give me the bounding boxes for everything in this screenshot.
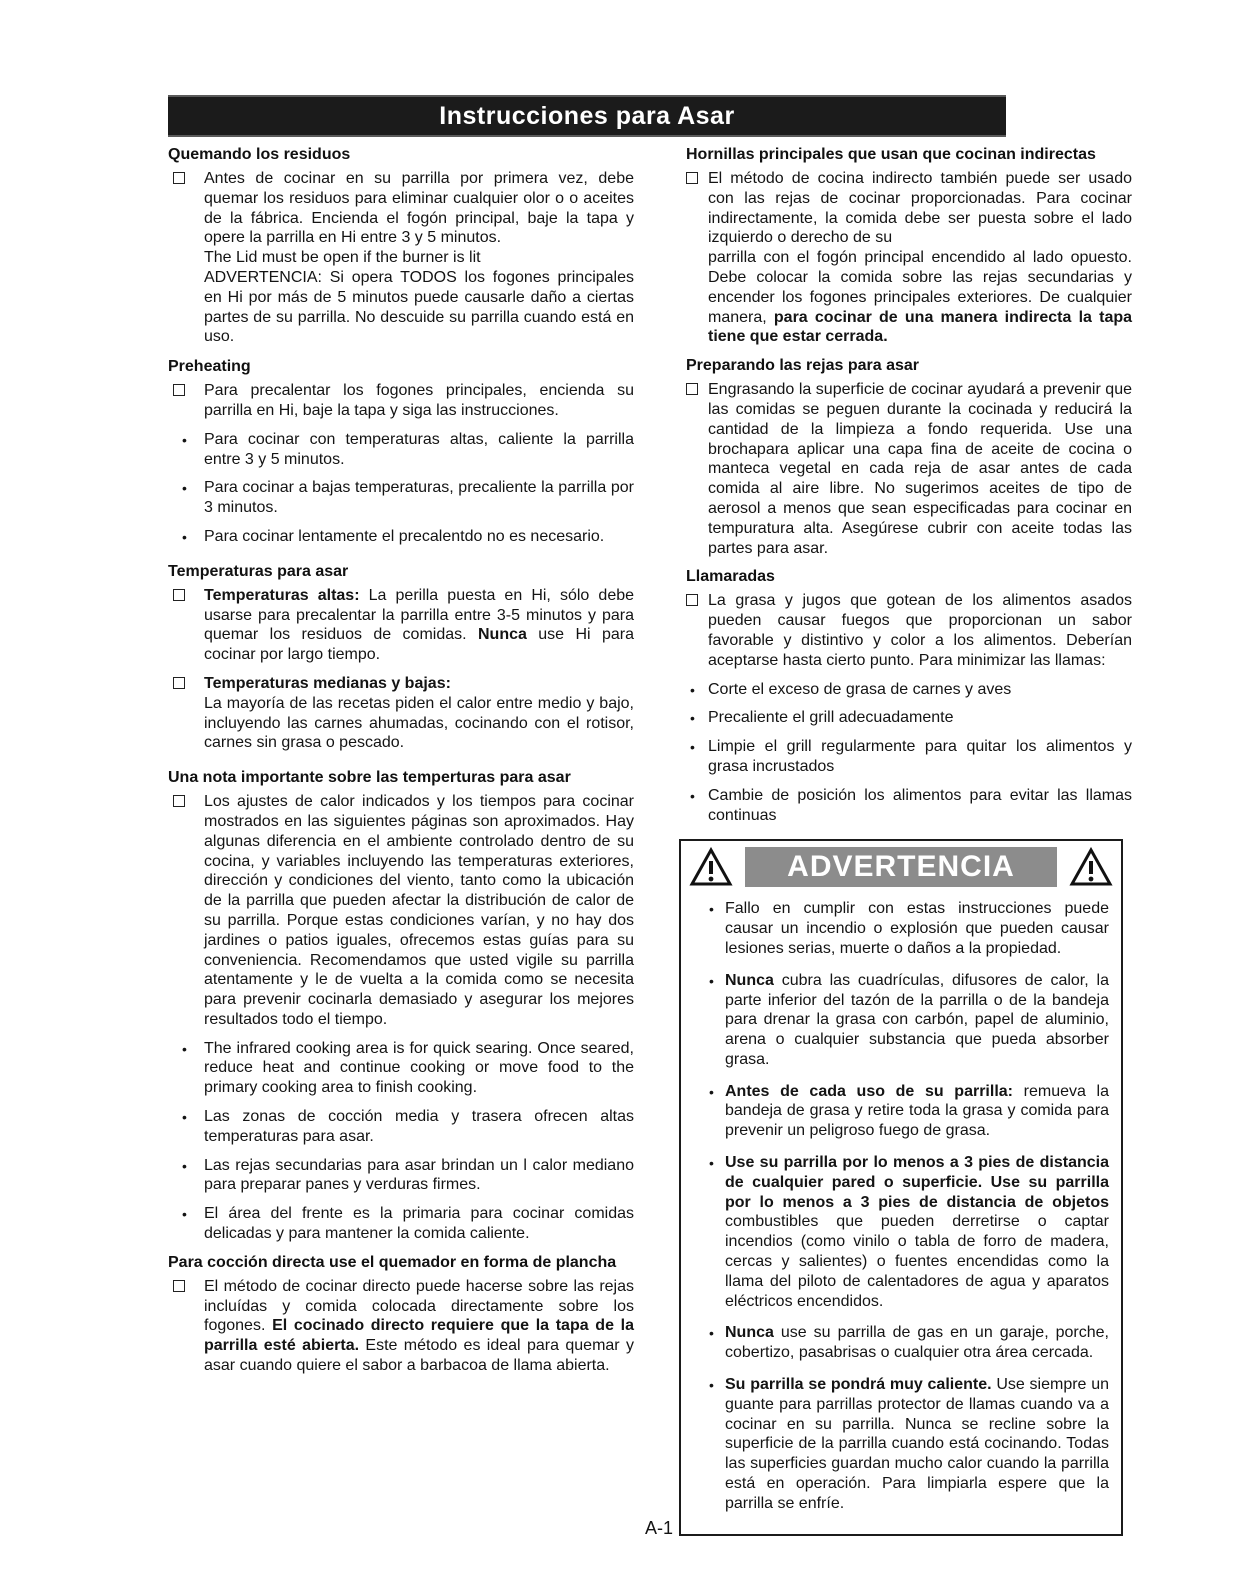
bullet-text: Las rejas secundarias para asar brindan un l calor mediano para preparar panes y verduras firmes. (204, 1156, 634, 1194)
list-item (686, 737, 1132, 777)
checkbox-bullet-icon (173, 384, 185, 396)
checkbox-bullet-icon (173, 1280, 185, 1292)
bold-term: El cocinado directo requiere que la tapa de la parrilla esté abierta. (204, 1317, 634, 1355)
warning-header (681, 841, 1121, 893)
paragraph: The Lid must be open if the burner is lit (204, 249, 481, 267)
warning-text: Fallo en cumplir con estas instrucciones puede causar un incendio o explosión que pueden causar lesiones serias, muerte o daños a la propiedad. (725, 900, 1109, 957)
bullet-icon: • (709, 1325, 714, 1342)
page-title: Instrucciones para Asar (439, 102, 735, 130)
heading-llamaradas: Llamaradas (686, 568, 775, 586)
bullet-icon: • (709, 972, 714, 989)
bullet-text: Para cocinar con temperaturas altas, caliente la parrilla entre 3 y 5 minutos. (204, 430, 634, 468)
list-item (168, 586, 634, 665)
bullet-icon: • (182, 1040, 187, 1057)
left-column (168, 145, 634, 1385)
paragraph: El método de cocina indirecto también puede ser usado con las rejas de cocinar proporcionadas. Para cocinar indirectamente, la comida debe ser puesta sobre el lado izquierdo o derecho de su (708, 170, 1132, 247)
heading-preheating: Preheating (168, 358, 251, 376)
checkbox-bullet-icon (686, 172, 698, 184)
bullet-text: Precaliente el grill adecuadamente (708, 709, 954, 727)
checkbox-bullet-icon (173, 677, 185, 689)
list-item (168, 1039, 634, 1098)
checkbox-bullet-icon (173, 795, 185, 807)
right-column (686, 145, 1132, 1536)
checkbox-bullet-icon (173, 172, 185, 184)
list-item (686, 169, 1132, 347)
heading-quemando: Quemando los residuos (168, 146, 351, 163)
paragraph: Engrasando la superficie de cocinar ayudará a prevenir que las comidas se peguen durante la cocinada y reducirá la cantidad de la limpieza a fondo requerida. Use una brochapara aplicar una capa fina de aceite de cocina o manteca vegetal en cada reja de asar antes de cada comida al aire libre. No sugerimos aceites de tipo de aerosol a menos que sean especificadas para cocinar en tempuratura alta. Asegúrese cubrir con aceite todas las partes para asar. (708, 381, 1132, 557)
list-item (168, 169, 634, 347)
bold-term: Nunca (725, 971, 774, 989)
list-item (686, 680, 1132, 700)
list-item (168, 527, 634, 547)
bullet-icon: • (182, 1157, 187, 1174)
warning-text: remueva la bandeja de grasa y retire toda la grasa y comida para prevenir un peligroso fuego de grasa. (725, 1082, 1109, 1140)
list-item (168, 674, 634, 753)
bullet-icon: • (709, 1155, 714, 1172)
warning-text: use su parrilla de gas en un garaje, porche, cobertizo, pasabrisas o cualquier otra área cercada. (725, 1324, 1109, 1362)
bold-term: Su parrilla se pondrá muy caliente. (725, 1376, 992, 1394)
bullet-icon: • (182, 528, 187, 545)
list-item (168, 478, 634, 518)
title-banner (168, 95, 1006, 137)
warning-text: combustibles que pueden derretirse o captar incendios (como vinilo o tabla de forro de madera, cercas y salientes) o fuentes encendidas como la llama del piloto de calentadores de agua y aparatos eléctricos encendidos. (725, 1213, 1109, 1310)
warning-text: Use siempre un guante para parrillas protector de llamas cuando va a cocinar en su parrilla. Nunca se recline sobre la superficie de la parrilla cuando está cocinando. Todas las superficies guardan mucho calor cuando la parrilla está en operación. Para limpiarla espere que la parrilla se enfríe. (725, 1376, 1109, 1512)
list-item (168, 381, 634, 421)
bold-term: Nunca (725, 1324, 774, 1342)
bullet-text: The infrared cooking area is for quick searing. Once seared, reduce heat and continue cooking or move food to the primary cooking area to finish cooking. (204, 1039, 634, 1097)
warning-triangle-icon (1069, 847, 1113, 887)
warning-text: cubra las cuadrículas, difusores de calor, la parte inferior del tazón de la parrilla o de la bandeja para drenar la grasa con carbón, papel de aluminio, arena o cualquier substancia que pueda absorber grasa. (725, 971, 1109, 1068)
paragraph: La perilla puesta en Hi, sólo debe usarse para precalentar la parrilla entre 3-5 minutos y para quemar los residuos de comidas. (204, 586, 635, 644)
warning-item (709, 1323, 1109, 1363)
heading-coccion-directa: Para cocción directa use el quemador en forma de plancha (168, 1253, 617, 1271)
warning-text: ADVERTENCIA: Si opera TODOS los fogones principales en Hi por más de 5 minutos puede causarle daño a ciertas partes de su parrilla. No descuide su parrilla cuando está en uso. (204, 268, 634, 346)
bullet-text: Cambie de posición los alimentos para evitar las llamas continuas (708, 786, 1132, 824)
warning-item (709, 971, 1109, 1070)
bold-term: para cocinar de una manera indirecta la tapa tiene que estar cerrada. (708, 308, 1133, 346)
checkbox-bullet-icon (686, 383, 698, 395)
bullet-icon: • (690, 787, 695, 804)
bold-term: Use su parrilla por lo menos a 3 pies de distancia de cualquier pared o superficie. Use su parrilla por lo menos a 3 pies de distancia de objetos (725, 1154, 1109, 1211)
checkbox-bullet-icon (686, 594, 698, 606)
bullet-text: Para cocinar a bajas temperaturas, precaliente la parrilla por 3 minutos. (204, 479, 634, 517)
bold-term: Nunca (477, 626, 527, 644)
bold-term: Temperaturas altas: (204, 586, 360, 604)
heading-hornillas: Hornillas principales que usan que cocinan indirectas (686, 146, 1096, 163)
list-item (168, 1204, 634, 1244)
bullet-icon: • (182, 1109, 187, 1126)
list-item (168, 1156, 634, 1196)
paragraph: parrilla con el fogón principal encendido al lado opuesto. Debe colocar la comida sobre las rejas secundarias y encender los fogones principales exteriores. De cualquier manera, (708, 249, 1132, 326)
bullet-text: El área del frente es la primaria para cocinar comidas delicadas y para mantener la comida caliente. (204, 1205, 634, 1243)
warning-box (679, 839, 1123, 1535)
warning-item (709, 899, 1109, 958)
bullet-icon: • (690, 710, 695, 727)
paragraph: Este método es ideal para quemar y asar cuando quiere el sabor a barbacoa de llama abierta. (204, 1337, 635, 1375)
paragraph: La mayoría de las recetas piden el calor entre medio y bajo, incluyendo las carnes ahumadas, cocinando con el rotisor, carnes sin grasa o pescado. (204, 694, 634, 752)
list-item (168, 430, 634, 470)
list-item (168, 1277, 634, 1376)
paragraph: Antes de cocinar en su parrilla por primera vez, debe quemar los residuos para eliminar cualquier olor o o aceites de la fábrica. Encienda el fogón principal, baje la tapa y opere la parrilla en Hi entre 3 y 5 minutos. (204, 170, 634, 247)
list-item (168, 1107, 634, 1147)
heading-nota-importante: Una nota importante sobre las temperturas para asar (168, 769, 571, 787)
list-item (686, 591, 1132, 670)
warning-triangle-icon (689, 847, 733, 887)
bullet-icon: • (182, 480, 187, 497)
paragraph: Los ajustes de calor indicados y los tiempos para cocinar mostrados en las siguientes páginas son aproximados. Hay algunas diferencia en el ambiente controlado dentro de su cocina, y variables incluyendo las temperaturas exteriores, dirección y condiciones del viento, tanto como la ubicación de la parrilla que pueden afectar la distribución de calor de su parrilla. Porque estas condiciones varían, y no hay dos jardines o patios iguales, ofrecemos estas guías para su conveniencia. Recomendamos que usted vigile su parrilla atentamente y le de vuelta a la comida como se necesita para prevenir cocinarla demasiado y asegurar los mejores resultados todo el tiempo. (204, 793, 634, 1028)
paragraph: Para precalentar los fogones principales, encienda su parrilla en Hi, baje la tapa y siga las instrucciones. (204, 382, 634, 419)
warning-item (709, 1375, 1109, 1514)
warning-title: ADVERTENCIA (745, 847, 1057, 887)
bullet-text: Limpie el grill regularmente para quitar los alimentos y grasa incrustados (708, 738, 1132, 775)
bullet-text: Para cocinar lentamente el precalentdo no es necesario. (204, 527, 605, 545)
bullet-icon: • (182, 431, 187, 448)
list-item (686, 786, 1132, 826)
bullet-icon: • (709, 901, 714, 918)
list-item (686, 708, 1132, 728)
bullet-icon: • (709, 1377, 714, 1394)
paragraph: La grasa y jugos que gotean de los alimentos asados pueden causar fuegos que proporcionan un sabor favorable y distintivo y color a los alimentos. Deberían aceptarse hasta cierto punto. Para minimizar las llamas: (708, 592, 1132, 669)
bullet-icon: • (709, 1083, 714, 1100)
list-item (686, 380, 1132, 558)
checkbox-bullet-icon (173, 589, 185, 601)
list-item (168, 792, 634, 1030)
bold-term: Antes de cada uso de su parrilla: (725, 1082, 1013, 1100)
bullet-text: Corte el exceso de grasa de carnes y aves (708, 680, 1012, 698)
warning-body (681, 893, 1121, 1513)
bullet-text: Las zonas de cocción media y trasera ofrecen altas temperaturas para asar. (204, 1108, 634, 1145)
paragraph: use Hi para cocinar por largo tiempo. (204, 626, 635, 664)
bullet-icon: • (690, 681, 695, 698)
warning-item (709, 1082, 1109, 1141)
heading-preparando: Preparando las rejas para asar (686, 357, 920, 375)
page-number: A-1 (645, 1518, 674, 1538)
bullet-icon: • (182, 1206, 187, 1223)
bullet-icon: • (690, 739, 695, 756)
heading-temperaturas: Temperaturas para asar (168, 562, 349, 580)
paragraph: El método de cocinar directo puede hacerse sobre las rejas incluídas y comida colocada directamente sobre los fogones. (204, 1277, 634, 1335)
bold-term: Temperaturas medianas y bajas: (204, 674, 451, 692)
warning-item (709, 1153, 1109, 1311)
